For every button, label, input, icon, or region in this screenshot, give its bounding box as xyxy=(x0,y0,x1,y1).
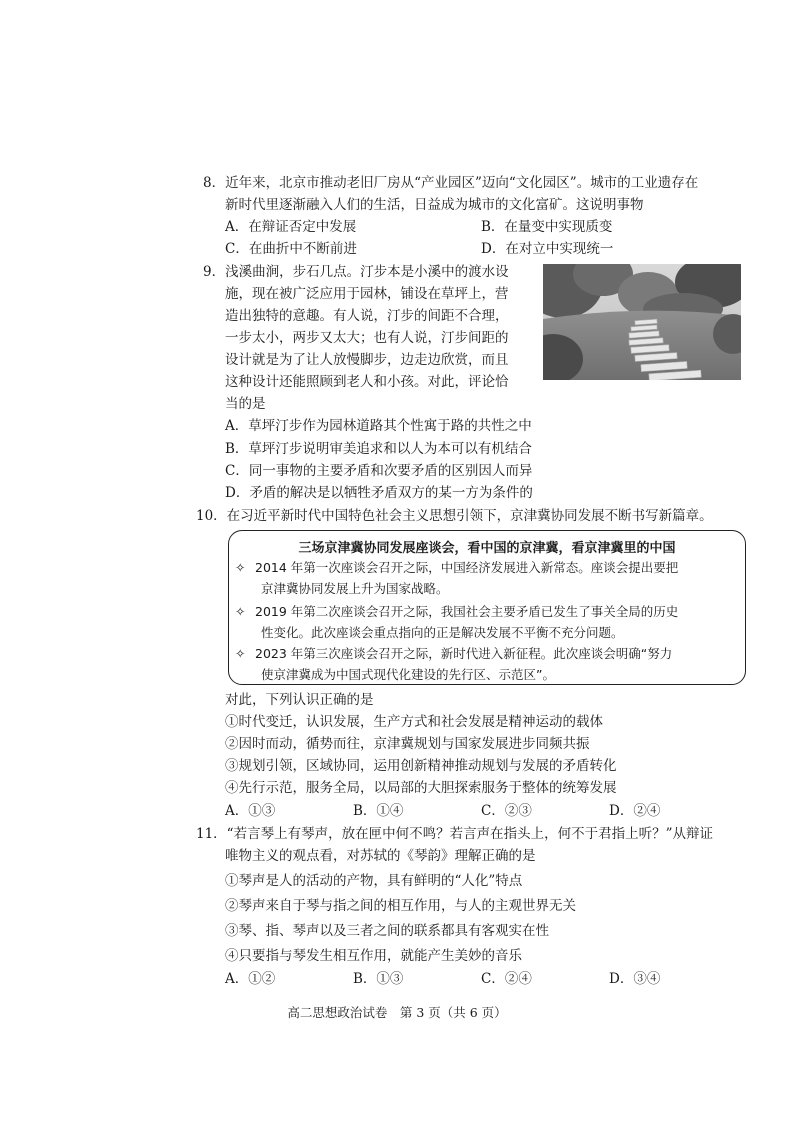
q11-option-a: A．①② xyxy=(225,971,276,987)
q9-stem-line4: 一步太小，两步又太大；也有人说，汀步间距的 xyxy=(225,330,509,346)
garden-stepping-stones-photo xyxy=(543,264,741,380)
q9-option-a: A．草坪汀步作为园林道路其个性寓于路的共性之中 xyxy=(225,418,532,434)
q11-statement-3: ③琴、指、琴声以及三者之间的联系都具有客观实在性 xyxy=(225,923,549,939)
q10-statement-3: ③规划引领，区域协同，运用创新精神推动规划与发展的矛盾转化 xyxy=(225,758,617,774)
q10-option-a: A．①③ xyxy=(225,803,276,819)
q10-item3-line1: 2023 年第三次座谈会召开之际，新时代进入新征程。此次座谈会明确“努力 xyxy=(255,646,673,661)
q10-question: 对此，下列认识正确的是 xyxy=(225,692,374,708)
q11-option-d: D．③④ xyxy=(609,971,661,987)
q10-material-item-2019 xyxy=(235,601,678,643)
q11-stem-line1: 11．“若言琴上有琴声，放在匣中何不鸣？若言声在指头上，何不于君指上听？”从辩证 xyxy=(196,826,713,842)
q10-option-b: B．①④ xyxy=(353,803,404,819)
page-footer: 高二思想政治试卷 第 3 页（共 6 页） xyxy=(287,1005,507,1020)
q8-option-a: A．在辩证否定中发展 xyxy=(225,219,357,235)
q10-item2-line2: 性变化。此次座谈会重点指向的正是解决发展不平衡不充分问题。 xyxy=(261,625,624,640)
q10-material-item-2014 xyxy=(235,557,678,599)
q10-stem-line1: 10．在习近平新时代中国特色社会主义思想引领下，京津冀协同发展不断书写新篇章。 xyxy=(196,508,713,524)
diamond-bullet-icon: ✧ xyxy=(235,560,246,575)
q11-statement-4: ④只要指与琴发生相互作用，就能产生美妙的音乐 xyxy=(225,948,522,964)
q11-option-c: C．②④ xyxy=(481,971,532,987)
q9-stem-line7: 当的是 xyxy=(225,396,266,412)
diamond-bullet-icon: ✧ xyxy=(235,604,246,619)
q10-statement-2: ②因时而动，循势而往，京津冀规划与国家发展进步同频共振 xyxy=(225,736,590,752)
q8-option-d: D．在对立中实现统一 xyxy=(481,241,614,257)
q8-stem-line2: 新时代里逐渐融入人们的生活，日益成为城市的文化富矿。这说明事物 xyxy=(225,197,644,213)
q11-statement-2: ②琴声来自于琴与指之间的相互作用，与人的主观世界无关 xyxy=(225,898,576,914)
q8-option-c: C．在曲折中不断前进 xyxy=(225,241,357,257)
q9-option-b: B．草坪汀步说明审美追求和以人为本可以有机结合 xyxy=(225,441,532,457)
q10-material-title: 三场京津冀协同发展座谈会，看中国的京津冀，看京津冀里的中国 xyxy=(298,541,676,556)
q10-material-box xyxy=(228,530,746,685)
q10-statement-4: ④先行示范，服务全局，以局部的大胆探索服务于整体的统筹发展 xyxy=(225,780,617,796)
q9-stem-line6: 这种设计还能照顾到老人和小孩。对此，评论恰 xyxy=(225,374,509,390)
q8-option-b: B．在量变中实现质变 xyxy=(481,219,613,235)
q9-option-d: D．矛盾的解决是以牺牲矛盾双方的某一方为条件的 xyxy=(225,485,533,501)
q10-option-c: C．②③ xyxy=(481,803,532,819)
q10-material-item-2023 xyxy=(235,643,672,685)
diamond-bullet-icon: ✧ xyxy=(235,646,246,661)
q10-statement-1: ①时代变迁，认识发展，生产方式和社会发展是精神运动的载体 xyxy=(225,714,603,730)
q10-item1-line2: 京津冀协同发展上升为国家战略。 xyxy=(261,581,449,596)
q9-stem-line3: 造出独特的意趣。有人说，汀步的间距不合理， xyxy=(225,308,509,324)
q11-statement-1: ①琴声是人的活动的产物，具有鲜明的“人化”特点 xyxy=(225,873,523,889)
q10-option-d: D．②④ xyxy=(609,803,661,819)
q11-option-b: B．①③ xyxy=(353,971,404,987)
q10-item3-line2: 使京津冀成为中国式现代化建设的先行区、示范区”。 xyxy=(261,667,555,682)
q8-stem-line1: 8．近年来，北京市推动老旧厂房从“产业园区”迈向“文化园区”。城市的工业遗存在 xyxy=(203,175,699,191)
q10-item1-line1: 2014 年第一次座谈会召开之际，中国经济发展进入新常态。座谈会提出要把 xyxy=(255,560,679,575)
q11-stem-line2: 唯物主义的观点看，对苏轼的《琴韵》理解正确的是 xyxy=(225,848,536,864)
q10-item2-line1: 2019 年第二次座谈会召开之际，我国社会主要矛盾已发生了事关全局的历史 xyxy=(255,604,679,619)
q9-stem-line2: 施，现在被广泛应用于园林，铺设在草坪上，营 xyxy=(225,286,509,302)
q9-stem-line1: 9．浅溪曲涧，步石几点。汀步本是小溪中的渡水设 xyxy=(203,264,509,280)
q9-option-c: C．同一事物的主要矛盾和次要矛盾的区别因人而异 xyxy=(225,463,533,479)
q9-stem-line5: 设计就是为了让人放慢脚步，边走边欣赏，而且 xyxy=(225,352,509,368)
